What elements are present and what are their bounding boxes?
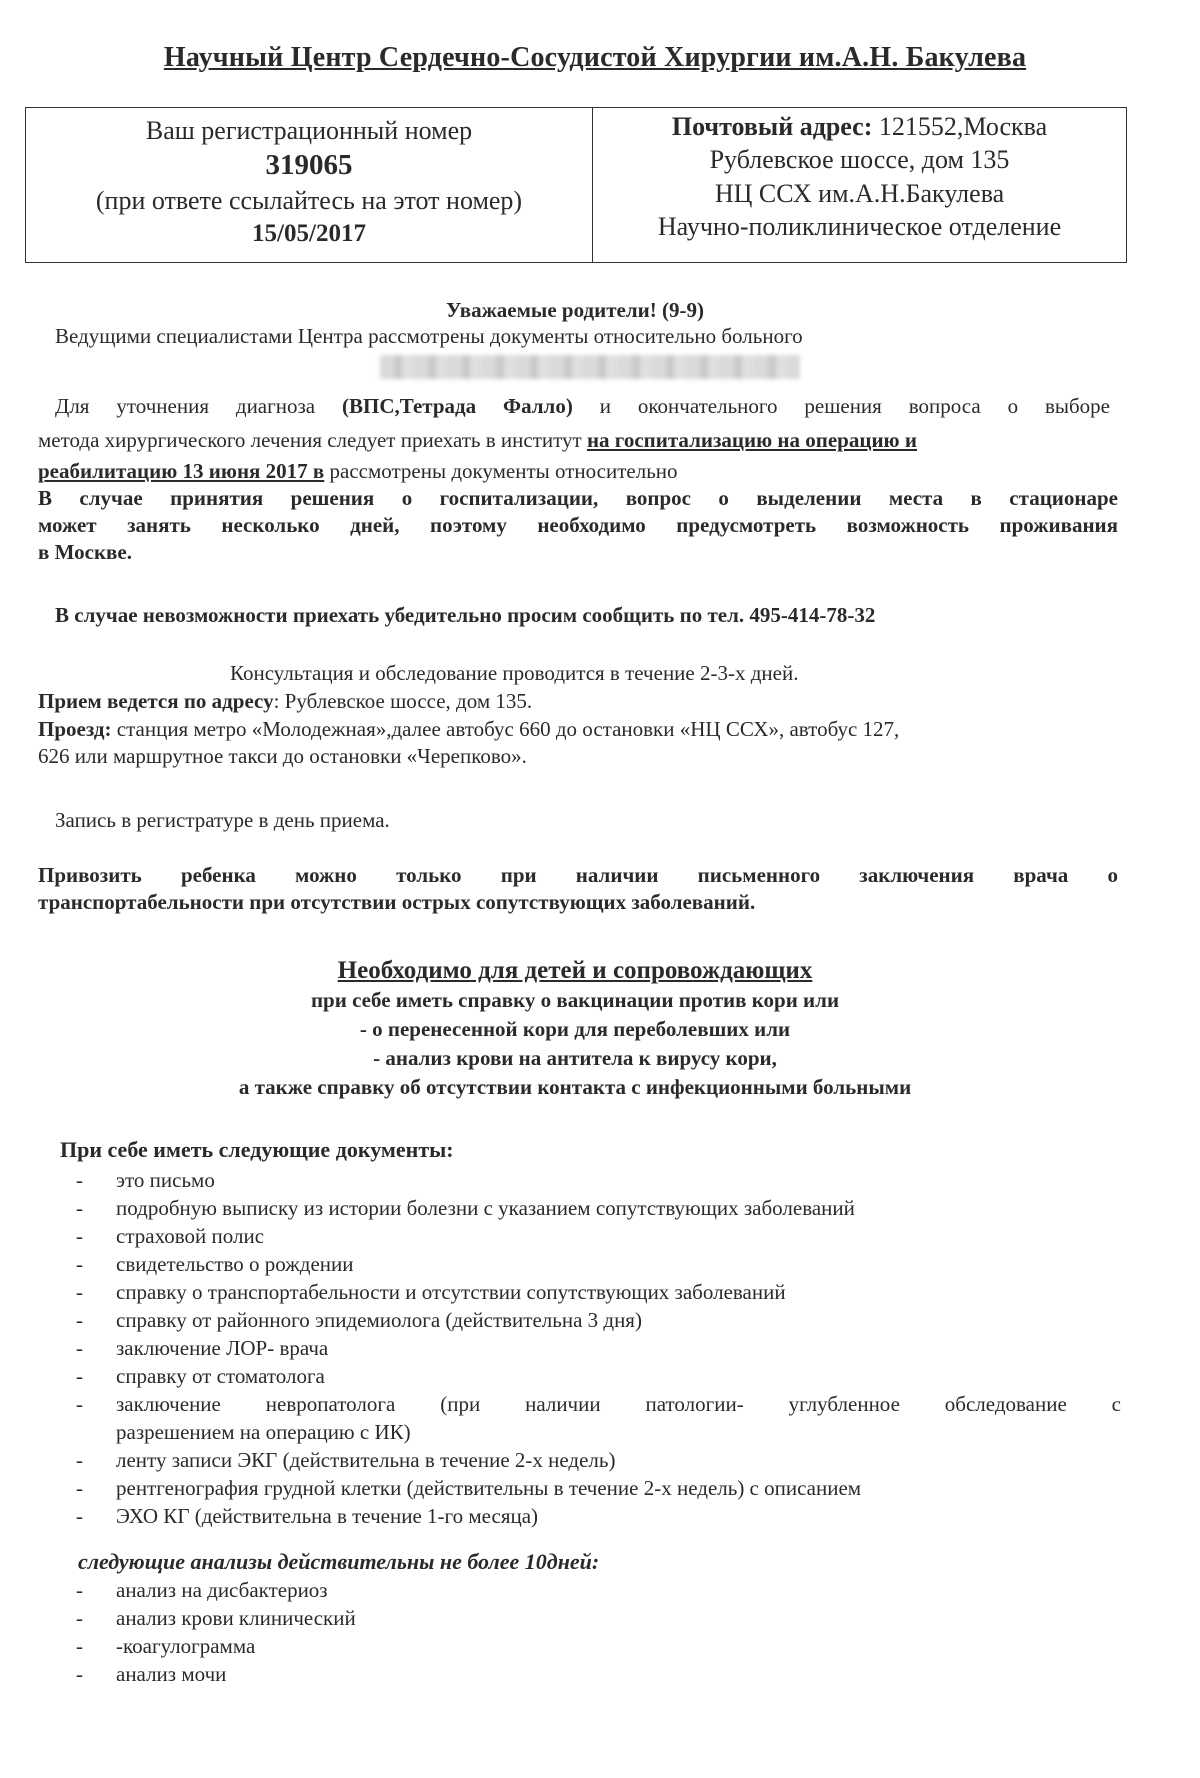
rehabilitation-date: реабилитацию 13 июня 2017 в — [38, 459, 325, 483]
address-line-3: НЦ ССХ им.А.Н.Бакулева — [714, 178, 1005, 208]
transport-line-2: транспортабельности при отсутствии острых сопутствующих заболеваний. — [38, 890, 756, 914]
hospitalization-note — [38, 485, 1118, 566]
diagnosis-line-1 — [55, 393, 1110, 420]
list-item — [76, 1278, 1121, 1306]
transport-line-1: Привозить ребенка можно только при наличии письменного заключения врача о — [38, 863, 1118, 887]
list-item — [76, 1390, 1121, 1446]
contact-phone-note: В случае невозможности приехать убедительно просим сообщить по тел. 495-414-78-32 — [55, 603, 876, 627]
item-text: подробную выписку из истории болезни с указанием сопутствующих заболеваний — [116, 1196, 855, 1220]
dash: - — [76, 1224, 83, 1248]
greeting-title: Уважаемые родители! (9-9) — [446, 298, 704, 322]
diagnosis-line-3 — [38, 458, 678, 485]
item-text: анализ на дисбактериоз — [116, 1578, 328, 1602]
diagnosis-text: Для уточнения диагноза — [55, 394, 342, 418]
route-label: Проезд: — [38, 717, 112, 741]
item-text: ленту записи ЭКГ (действительна в течение 2-х недель) — [116, 1448, 616, 1472]
dash: - — [76, 1448, 83, 1472]
item-text: анализ мочи — [116, 1662, 227, 1686]
dash: - — [76, 1252, 83, 1276]
measles-history-note: - о перенесенной кори для переболевших или — [359, 1017, 791, 1041]
route-line-2: 626 или маршрутное такси до остановки «Черепково». — [38, 744, 527, 768]
item-text: заключение ЛОР- врача — [116, 1336, 329, 1360]
item-text: справку о транспортабельности и отсутствии сопутствующих заболеваний — [116, 1280, 786, 1304]
analyses-title: следующие анализы действительны не более 10дней: — [78, 1549, 600, 1574]
hospitalization-line-3: в Москве. — [38, 540, 132, 564]
vaccination-note: при себе иметь справку о вакцинации против кори или — [310, 988, 840, 1012]
registry-note: Запись в регистратуре в день приема. — [55, 808, 390, 832]
route-line-1: станция метро «Молодежная»,далее автобус 660 до остановки «НЦ ССХ», автобус 127, — [111, 717, 900, 741]
dash: - — [76, 1336, 83, 1360]
hospitalization-line-1: В случае принятия решения о госпитализации, вопрос о выделении места в стационаре — [38, 486, 1118, 510]
redacted-patient-name — [380, 355, 800, 379]
address-line-1 — [593, 110, 1126, 143]
dash: - — [76, 1392, 83, 1416]
dash: - — [76, 1196, 83, 1220]
item-text: анализ крови клинический — [116, 1606, 356, 1630]
list-item — [76, 1632, 1121, 1660]
list-item — [76, 1474, 1121, 1502]
address-line-4: Научно-поликлиническое отделение — [657, 211, 1062, 241]
dash: - — [76, 1504, 83, 1528]
item-text: свидетельство о рождении — [116, 1252, 354, 1276]
dash: - — [76, 1662, 83, 1686]
item-text: справку от стоматолога — [116, 1364, 325, 1388]
dash: - — [76, 1364, 83, 1388]
list-item — [76, 1604, 1121, 1632]
item-text: справку от районного эпидемиолога (действительна 3 дня) — [116, 1308, 642, 1332]
overlay-text: рассмотрены документы относительно — [324, 459, 678, 483]
documents-list — [76, 1166, 1121, 1530]
list-item — [76, 1166, 1121, 1194]
required-title: Необходимо для детей и сопровождающих — [337, 957, 813, 984]
reception-address — [38, 688, 532, 715]
address-line-2: Рублевское шоссе, дом 135 — [709, 145, 1010, 175]
hospitalization-line-2: может занять несколько дней, поэтому необходимо предусмотреть возможность проживания — [38, 513, 1118, 537]
hospitalization-text: на госпитализацию на операцию и — [586, 428, 917, 452]
registration-number: 319065 — [265, 149, 353, 182]
list-item — [76, 1660, 1121, 1688]
item-text: ЭХО КГ (действительна в течение 1-го месяца) — [116, 1504, 539, 1528]
diagnosis-name: (ВПС,Тетрада Фалло) — [342, 394, 573, 418]
list-item — [76, 1222, 1121, 1250]
dash: - — [76, 1308, 83, 1332]
item-text: это письмо — [116, 1168, 215, 1192]
diagnosis-line-2 — [38, 427, 1113, 454]
consultation-duration: Консультация и обследование проводится в течение 2-3-х дней. — [230, 661, 799, 685]
registration-date: 15/05/2017 — [252, 219, 366, 247]
list-item — [76, 1306, 1121, 1334]
dash: - — [76, 1606, 83, 1630]
diagnosis-method-text: метода хирургического лечения следует приехать в институт — [38, 428, 587, 452]
registration-label: Ваш регистрационный номер — [145, 116, 473, 145]
postal-address-section — [593, 108, 1126, 262]
item-text-cont: разрешением на операцию с ИК) — [116, 1420, 411, 1444]
dash: - — [76, 1280, 83, 1304]
list-item — [76, 1576, 1121, 1604]
reception-label: Прием ведется по адресу — [38, 689, 274, 713]
infection-contact-note: а также справку об отсутствии контакта с инфекционными больными — [238, 1075, 912, 1099]
list-item — [76, 1250, 1121, 1278]
dash: - — [76, 1476, 83, 1500]
greeting-intro: Ведущими специалистами Центра рассмотрены документы относительно больного — [55, 324, 803, 348]
registration-section — [26, 108, 593, 262]
address-city: 121552,Москва — [878, 112, 1048, 141]
page-title: Научный Центр Сердечно-Сосудистой Хирургии им.А.Н. Бакулева — [163, 42, 1027, 73]
item-text: -коагулограмма — [116, 1634, 256, 1658]
item-text: рентгенография грудной клетки (действительны в течение 2-х недель) с описанием — [116, 1476, 862, 1500]
list-item — [76, 1446, 1121, 1474]
transport-note — [38, 862, 1118, 916]
required-block — [25, 986, 1125, 1102]
registration-box — [25, 107, 1127, 263]
list-item — [76, 1194, 1121, 1222]
item-text: страховой полис — [116, 1224, 265, 1248]
dash: - — [76, 1634, 83, 1658]
registration-note: (при ответе ссылайтесь на этот номер) — [95, 186, 523, 216]
address-label: Почтовый адрес: — [671, 112, 873, 141]
reception-value: : Рублевское шоссе, дом 135. — [273, 689, 533, 713]
item-text: заключение невропатолога (при наличии патологии- углубленное обследование с — [116, 1392, 1121, 1416]
antibody-test-note: - анализ крови на антитела к вирусу кори, — [373, 1046, 777, 1070]
list-item — [76, 1362, 1121, 1390]
list-item — [76, 1334, 1121, 1362]
list-item — [76, 1502, 1121, 1530]
dash: - — [76, 1578, 83, 1602]
route-directions — [38, 716, 1118, 770]
analyses-list — [76, 1576, 1121, 1688]
dash: - — [76, 1168, 83, 1192]
documents-title: При себе иметь следующие документы: — [60, 1137, 454, 1162]
diagnosis-text-end: и окончательного решения вопроса о выборе — [572, 394, 1110, 418]
